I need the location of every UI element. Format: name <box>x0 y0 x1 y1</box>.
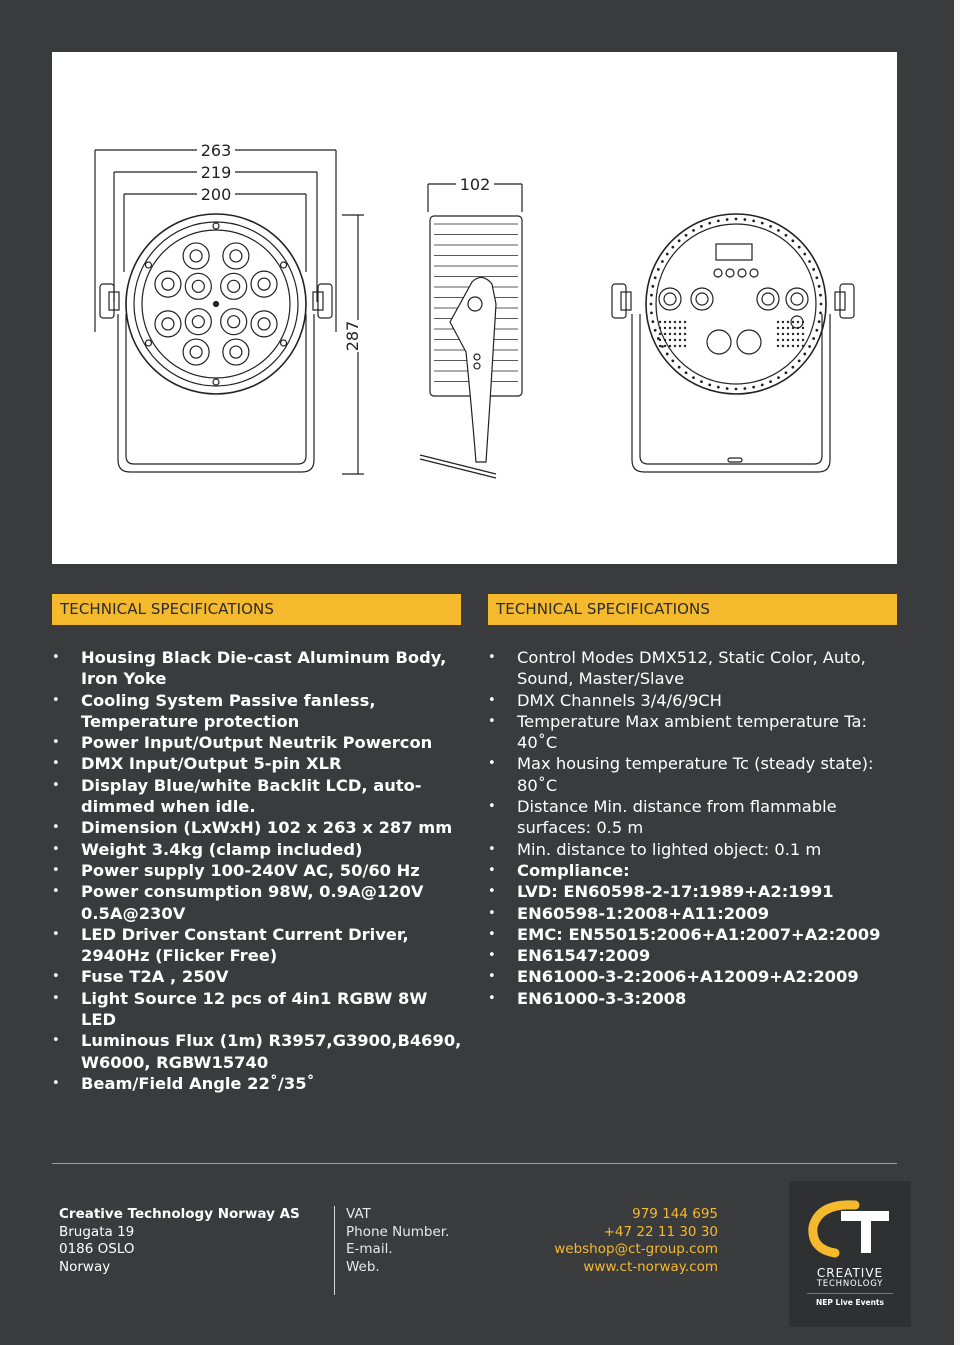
vent-dot <box>769 380 772 383</box>
vent-dot <box>684 327 686 329</box>
led-lens-core <box>258 278 270 290</box>
spec-item: • EN61000-3-3:2008 <box>488 988 893 1009</box>
vent-dot <box>684 333 686 335</box>
vent-dot <box>782 333 784 335</box>
vent-dot <box>678 239 681 242</box>
dim-287-label: 287 <box>343 320 362 352</box>
led-lens <box>183 243 209 269</box>
company-postcode-city: 0186 OSLO <box>59 1241 135 1257</box>
vent-dot <box>651 320 654 323</box>
logo-line3: NEP Live Events <box>816 1298 884 1307</box>
ring-screw <box>213 223 219 229</box>
vent-dot <box>684 321 686 323</box>
vent-dot <box>791 366 794 369</box>
vent-dot <box>674 327 676 329</box>
tech-specs-header-right: TECHNICAL SPECIFICATIONS <box>488 594 897 625</box>
page-edge-strip <box>954 0 960 1345</box>
spec-item: • Light Source 12 pcs of 4in1 RGBW 8W LED <box>52 988 467 1031</box>
tech-specs-header-left: TECHNICAL SPECIFICATIONS <box>52 594 461 625</box>
vent-dot <box>818 285 821 288</box>
vent-dot <box>791 239 794 242</box>
vent-dot <box>777 333 779 335</box>
led-lens-core <box>190 346 202 358</box>
vent-dot <box>785 234 788 237</box>
vent-dot <box>787 333 789 335</box>
spec-item: • Control Modes DMX512, Static Color, Auto, Sound, Master/Slave <box>488 647 893 690</box>
vent-dot <box>651 285 654 288</box>
vent-dot <box>812 268 815 271</box>
company-address <box>59 1206 300 1276</box>
vent-dot <box>666 253 669 256</box>
vent-dot <box>664 339 666 341</box>
vent-dot <box>819 311 822 314</box>
vent-dot <box>769 225 772 228</box>
contact-values <box>554 1206 718 1276</box>
vent-dot <box>679 327 681 329</box>
vent-dot <box>654 276 657 279</box>
spec-item: • EMC: EN55015:2006+A1:2007+A2:2009 <box>488 924 893 945</box>
led-lens <box>185 309 211 335</box>
dim-102-label: 102 <box>459 175 491 194</box>
spec-item: • Housing Black Die-cast Aluminum Body, Iron Yoke <box>52 647 467 690</box>
vent-dot <box>782 345 784 347</box>
vent-dot <box>650 311 653 314</box>
led-lens-core <box>230 346 242 358</box>
vent-dot <box>659 321 661 323</box>
led-lens <box>251 271 277 297</box>
vent-dot <box>785 371 788 374</box>
vent-dot <box>679 333 681 335</box>
spec-item: • Fuse T2A , 250V <box>52 966 467 987</box>
vent-dot <box>650 303 653 306</box>
led-lens <box>221 309 247 335</box>
vent-dot <box>787 327 789 329</box>
email-label: E-mail. <box>346 1241 393 1257</box>
vent-dot <box>669 333 671 335</box>
spec-item: • Power supply 100-240V AC, 50/60 Hz <box>52 860 467 881</box>
vent-dot <box>661 345 664 348</box>
logo-divider <box>807 1293 893 1294</box>
vent-dot <box>761 222 764 225</box>
led-lens-core <box>228 316 240 328</box>
ring-screw <box>213 379 219 385</box>
vent-dot <box>808 260 811 263</box>
vent-dot <box>669 327 671 329</box>
vent-dot <box>726 387 729 390</box>
vent-dot <box>735 218 738 221</box>
spec-item: • Max housing temperature Tc (steady state): 80˚C <box>488 753 893 796</box>
led-lens <box>155 271 181 297</box>
vent-dot <box>803 353 806 356</box>
vent-dot <box>797 339 799 341</box>
led-lens <box>185 273 211 299</box>
vent-dot <box>743 387 746 390</box>
vent-dot <box>700 380 703 383</box>
front-view <box>95 141 367 474</box>
vent-dot <box>777 327 779 329</box>
vent-dot <box>664 321 666 323</box>
spec-item: • Luminous Flux (1m) R3957,G3900,B4690, W6000, RGBW15740 <box>52 1030 467 1073</box>
phone-label: Phone Number. <box>346 1223 450 1240</box>
vent-dot <box>654 329 657 332</box>
dim-263-label: 263 <box>200 141 232 160</box>
vent-dot <box>664 333 666 335</box>
ring-screw <box>145 262 151 268</box>
vent-dot <box>726 218 729 221</box>
vent-dot <box>674 333 676 335</box>
led-lens-core <box>230 250 242 262</box>
spec-item: • EN61000-3-2:2006+A12009+A2:2009 <box>488 966 893 987</box>
company-country: Norway <box>59 1258 111 1275</box>
spec-item: • Temperature Max ambient temperature Ta: 40˚C <box>488 711 893 754</box>
specs-list-right <box>488 647 893 1009</box>
contact-labels <box>346 1206 449 1276</box>
email-link[interactable]: webshop@ct-group.com <box>554 1241 718 1257</box>
vent-dot <box>752 219 755 222</box>
vent-dot <box>743 218 746 221</box>
vent-dot <box>777 345 779 347</box>
spec-item: • DMX Channels 3/4/6/9CH <box>488 690 893 711</box>
footer-vertical-divider <box>334 1206 335 1295</box>
spec-item: • DMX Input/Output 5-pin XLR <box>52 753 467 774</box>
vent-dot <box>692 376 695 379</box>
vent-dot <box>792 333 794 335</box>
vent-dot <box>678 366 681 369</box>
spec-item: • LED Driver Constant Current Driver, 2940Hz (Flicker Free) <box>52 924 467 967</box>
vent-dot <box>657 268 660 271</box>
vent-dot <box>787 339 789 341</box>
led-lens-core <box>190 250 202 262</box>
technical-drawing-panel <box>52 52 897 564</box>
vent-dot <box>659 345 661 347</box>
dim-219-label: 219 <box>200 163 232 182</box>
vent-dot <box>679 345 681 347</box>
vent-dot <box>802 327 804 329</box>
vent-dot <box>792 321 794 323</box>
vent-dot <box>761 383 764 386</box>
ring-screw <box>281 340 287 346</box>
vent-dot <box>752 386 755 389</box>
vent-dot <box>669 321 671 323</box>
vent-dot <box>671 359 674 362</box>
dim-200-label: 200 <box>200 185 232 204</box>
led-lens <box>223 243 249 269</box>
led-lens <box>223 339 249 365</box>
vent-dot <box>777 376 780 379</box>
vent-dot <box>659 333 661 335</box>
vat-label: VAT <box>346 1206 371 1222</box>
vent-dot <box>782 321 784 323</box>
spec-item: • Beam/Field Angle 22˚/35˚ <box>52 1073 467 1094</box>
led-lens-core <box>162 278 174 290</box>
phone-value[interactable]: +47 22 11 30 30 <box>603 1223 718 1240</box>
vent-dot <box>674 321 676 323</box>
vent-dot <box>812 337 815 340</box>
spec-item: • LVD: EN60598-2-17:1989+A2:1991 <box>488 881 893 902</box>
vent-dot <box>777 229 780 232</box>
vent-dot <box>679 339 681 341</box>
vent-dot <box>685 371 688 374</box>
vent-dot <box>666 353 669 356</box>
vent-dot <box>787 321 789 323</box>
vent-dot <box>669 345 671 347</box>
spec-item: • Weight 3.4kg (clamp included) <box>52 839 467 860</box>
vent-dot <box>684 339 686 341</box>
vent-dot <box>661 260 664 263</box>
led-lens-core <box>162 318 174 330</box>
vent-dot <box>717 386 720 389</box>
led-lens <box>221 273 247 299</box>
ring-screw <box>145 340 151 346</box>
web-label: Web. <box>346 1258 380 1275</box>
vent-dot <box>803 253 806 256</box>
led-lens <box>251 311 277 337</box>
fixture-drawing <box>52 52 897 564</box>
vent-dot <box>815 329 818 332</box>
company-name: Creative Technology Norway AS <box>59 1206 300 1222</box>
led-lens <box>155 311 181 337</box>
vent-dot <box>692 229 695 232</box>
vent-dot <box>818 320 821 323</box>
vent-dot <box>679 321 681 323</box>
logo-line1: CREATIVE <box>816 1266 884 1280</box>
vent-dot <box>708 222 711 225</box>
led-lens <box>183 339 209 365</box>
vent-dot <box>777 339 779 341</box>
vent-dot <box>717 219 720 222</box>
web-link[interactable]: www.ct-norway.com <box>583 1258 718 1275</box>
vent-dot <box>782 339 784 341</box>
vent-dot <box>782 327 784 329</box>
vent-dot <box>777 321 779 323</box>
vent-dot <box>798 246 801 249</box>
vent-dot <box>708 383 711 386</box>
specs-list-left <box>52 647 467 1094</box>
vent-dot <box>674 339 676 341</box>
vent-dot <box>787 345 789 347</box>
footer-divider <box>52 1163 897 1164</box>
vent-dot <box>802 333 804 335</box>
spec-item: • Compliance: <box>488 860 893 881</box>
vent-dot <box>671 246 674 249</box>
vat-value: 979 144 695 <box>632 1206 718 1222</box>
spec-item: • Display Blue/white Backlit LCD, auto-dimmed when idle. <box>52 775 467 818</box>
vent-dot <box>797 321 799 323</box>
company-logo <box>789 1181 911 1327</box>
vent-dot <box>664 345 666 347</box>
vent-dot <box>650 294 653 297</box>
vent-dot <box>664 327 666 329</box>
vent-dot <box>735 388 738 391</box>
vent-dot <box>659 327 661 329</box>
vent-dot <box>674 345 676 347</box>
led-lens-core <box>258 318 270 330</box>
vent-dot <box>792 345 794 347</box>
spec-item: • Min. distance to lighted object: 0.1 m <box>488 839 893 860</box>
vent-dot <box>798 359 801 362</box>
spec-item: • Dimension (LxWxH) 102 x 263 x 287 mm <box>52 817 467 838</box>
spec-item: • EN61547:2009 <box>488 945 893 966</box>
vent-dot <box>808 345 811 348</box>
vent-dot <box>820 303 823 306</box>
vent-dot <box>685 234 688 237</box>
vent-dot <box>797 333 799 335</box>
spec-item: • Power Input/Output Neutrik Powercon <box>52 732 467 753</box>
vent-dot <box>659 339 661 341</box>
vent-dot <box>700 225 703 228</box>
vent-dot <box>819 294 822 297</box>
spec-item: • Cooling System Passive fanless, Temperature protection <box>52 690 467 733</box>
vent-dot <box>797 345 799 347</box>
logo-line2: TECHNOLOGY <box>816 1279 884 1289</box>
spec-item: • EN60598-1:2008+A11:2009 <box>488 903 893 924</box>
back-view <box>612 214 854 472</box>
vent-dot <box>815 276 818 279</box>
vent-dot <box>802 339 804 341</box>
led-lens-core <box>192 280 204 292</box>
vent-dot <box>669 339 671 341</box>
led-lens-core <box>228 280 240 292</box>
side-view <box>420 175 522 478</box>
vent-dot <box>792 339 794 341</box>
vent-dot <box>802 345 804 347</box>
ring-screw <box>281 262 287 268</box>
company-street: Brugata 19 <box>59 1223 135 1240</box>
vent-dot <box>684 345 686 347</box>
spec-item: • Power consumption 98W, 0.9A@120V 0.5A@230V <box>52 881 467 924</box>
spec-item: • Distance Min. distance from flammable surfaces: 0.5 m <box>488 796 893 839</box>
led-lens-core <box>192 316 204 328</box>
